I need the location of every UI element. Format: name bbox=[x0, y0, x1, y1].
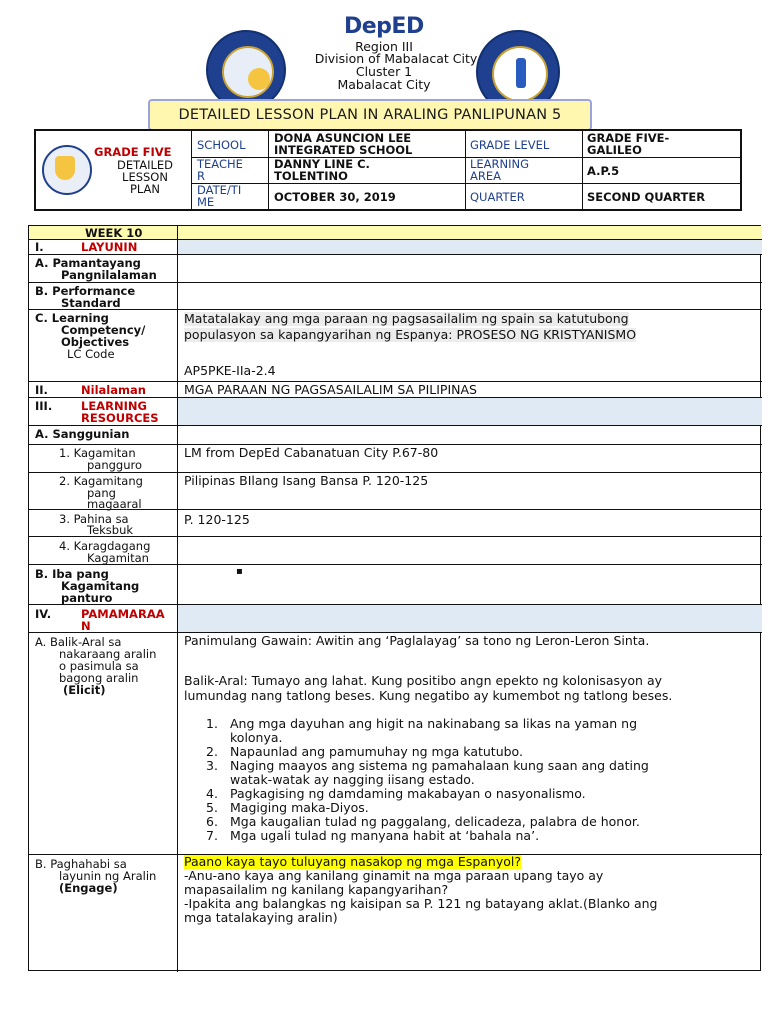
table-row-karagdagang: 4. Karagdagang Kagamitan bbox=[29, 537, 762, 565]
table-row-elicit: A. Balik-Aral sa nakaraang aralin o pasimula sa bagong aralin (Elicit) Panimulang Gawain: Awitin ang ‘Paglalayag’ sa tono ng Leron-Leron Sinta. Balik-Aral: Tumayo ang lahat. Kung positibo angn epekto ng kolonisasyon ay lumundag nang tatlong beses. Kung negatibo ay kumembot ng tatlong beses. 1. Ang mga dayuhan ang higit na nakinabang sa likas na yaman ng kolonya. 2. Napaunlad ang pamumuhay ng mga katutubo. 3. Naging maayos ang sistema ng pamahalaan kung saan ang dating watak-watak ay nagging iisang estado. 4. Pagkagising ng damdaming makabayan o nasyonalismo. 5. Magiging maka-Diyos. 6. Mga kaugalian tulad ng paggalang, delicadeza, palabra de honor. 7. Mga ugali tulad ng manyana habit at ‘bahala na’. bbox=[29, 633, 762, 855]
school-label: SCHOOL bbox=[197, 138, 246, 152]
teacher-label-1: TEACHE bbox=[197, 157, 243, 171]
table-row-kagamitan-magaaral: 2. Kagamitang pang magaaral Pilipinas BIlang Isang Bansa P. 120-125 bbox=[29, 473, 762, 510]
learning-area-label-1: LEARNING bbox=[470, 157, 530, 171]
table-row-pamantayang: A. Pamantayang Pangnilalaman bbox=[29, 255, 762, 283]
teacher-value-1: DANNY LINE C. bbox=[274, 157, 370, 171]
learning-area-value: A.P.5 bbox=[587, 164, 620, 178]
list-item: Naging maayos ang sistema ng pamahalaan kung saan ang dating bbox=[230, 758, 649, 773]
table-row-sanggunian: A. Sanggunian bbox=[29, 426, 762, 445]
grade-level-value-2: GALILEO bbox=[587, 143, 642, 157]
header-division: Division of Mabalacat City bbox=[314, 51, 478, 66]
quarter-label: QUARTER bbox=[470, 190, 525, 204]
lesson-plan-table bbox=[28, 225, 761, 971]
balik-aral-text-1: Balik-Aral: Tumayo ang lahat. Kung positibo angn epekto ng kolonisasyon ay bbox=[184, 673, 663, 688]
header-cluster: Cluster 1 bbox=[355, 64, 413, 79]
teacher-value-2: TOLENTINO bbox=[274, 169, 348, 183]
page-title: DETAILED LESSON PLAN IN ARALING PANLIPUNAN 5 bbox=[148, 99, 592, 131]
dlp-line-1: DETAILED bbox=[116, 158, 174, 172]
list-item: Magiging maka-Diyos. bbox=[230, 800, 369, 815]
dlp-line-2: LESSON bbox=[122, 170, 168, 184]
table-row-learning-resources: III. LEARNING RESOURCES bbox=[29, 398, 762, 426]
table-row-layunin: I. LAYUNIN bbox=[29, 240, 762, 255]
grade-level-value-1: GRADE FIVE- bbox=[587, 131, 670, 145]
learning-area-label-2: AREA bbox=[470, 169, 501, 183]
date-label-2: ME bbox=[197, 195, 215, 209]
balik-aral-text-2: lumundag nang tatlong beses. Kung negatibo ay kumembot ng tatlong beses. bbox=[184, 688, 673, 703]
bullet-icon: ▪ bbox=[236, 566, 243, 577]
lesson-info-table bbox=[34, 129, 742, 211]
list-item: Mga ugali tulad ng manyana habit at ‘bahala na’. bbox=[230, 828, 540, 843]
teacher-label-2: R bbox=[197, 169, 205, 183]
list-item: watak-watak ay nagging iisang estado. bbox=[230, 772, 475, 787]
list-item: Pagkagising ng damdaming makabayan o nasyonalismo. bbox=[230, 786, 586, 801]
competency-text-1: Matatalakay ang mga paraan ng pagsasailalim ng spain sa katutubong bbox=[184, 311, 629, 326]
list-item: Mga kaugalian tulad ng paggalang, delicadeza, palabra de honor. bbox=[230, 814, 640, 829]
layunin-heading: LAYUNIN bbox=[81, 240, 138, 254]
list-item: kolonya. bbox=[230, 730, 283, 745]
header-city: Mabalacat City bbox=[337, 77, 431, 92]
header-region: Region III bbox=[355, 39, 413, 54]
lc-code: AP5PKE-IIa-2.4 bbox=[184, 363, 276, 378]
table-row-pamamaraan: IV. PAMAMARAA N bbox=[29, 605, 762, 633]
table-row-competency: C. Learning Competency/ Objectives LC Code Matatalakay ang mga paraan ng pagsasailalim ng spain sa katutubong populasyon sa kapangyarihan ng Espanya: PROSESO NG KRISTYANISMO AP5PKE-IIa-2.4 bbox=[29, 310, 762, 382]
table-row-week bbox=[29, 226, 762, 240]
date-label-1: DATE/TI bbox=[197, 183, 242, 197]
table-row-engage: B. Paghahabi sa layunin ng Aralin (Engage) Paano kaya tayo tuluyang nasakop ng mga Espanyol? -Anu-ano kaya ang kanilang ginamit na mga paraan upang tayo ay mapasailalim ng kanilang kapangyarihan? -Ipakita ang balangkas ng kaisipan sa P. 121 ng batayang aklat.(Blanko ang mga tatalakaying aralin) bbox=[29, 855, 762, 972]
list-item: Ang mga dayuhan ang higit na nakinabang sa likas na yaman ng bbox=[230, 716, 638, 731]
table-row-nilalaman: II. Nilalaman MGA PARAAN NG PAGSASAILALIM SA PILIPINAS bbox=[29, 382, 762, 398]
table-row-teksbuk: 3. Pahina sa Teksbuk P. 120-125 bbox=[29, 510, 762, 537]
table-row-performance: B. Performance Standard bbox=[29, 283, 762, 310]
table-row-kagamitan-guro: 1. Kagamitan pangguro LM from DepEd Cabanatuan City P.67-80 bbox=[29, 445, 762, 473]
school-value-2: INTEGRATED SCHOOL bbox=[274, 143, 413, 157]
nilalaman-text: MGA PARAAN NG PAGSASAILALIM SA PILIPINAS bbox=[184, 382, 477, 397]
deped-logo bbox=[344, 14, 424, 39]
panimulang-gawain-text: Panimulang Gawain: Awitin ang ‘Paglalayag’ sa tono ng Leron-Leron Sinta. bbox=[184, 633, 650, 648]
table-row-iba-pang: B. Iba pang Kagamitang panturo ▪ bbox=[29, 565, 762, 605]
dlp-line-3: PLAN bbox=[129, 182, 161, 196]
date-value: OCTOBER 30, 2019 bbox=[274, 190, 396, 204]
grade-five-label: GRADE FIVE bbox=[94, 145, 172, 159]
school-value-1: DONA ASUNCION LEE bbox=[274, 131, 412, 145]
list-item: Napaunlad ang pamumuhay ng mga katutubo. bbox=[230, 744, 523, 759]
week-label: WEEK 10 bbox=[85, 226, 143, 240]
competency-text-2: populasyon sa kapangyarihan ng Espanya: PROSESO NG KRISTYANISMO bbox=[184, 327, 637, 342]
quarter-value: SECOND QUARTER bbox=[587, 190, 706, 204]
engage-question-highlight: Paano kaya tayo tuluyang nasakop ng mga Espanyol? bbox=[184, 854, 521, 869]
school-seal-icon bbox=[42, 145, 92, 195]
grade-level-label: GRADE LEVEL bbox=[470, 138, 550, 152]
deped-logo-text: DepED bbox=[344, 14, 424, 39]
